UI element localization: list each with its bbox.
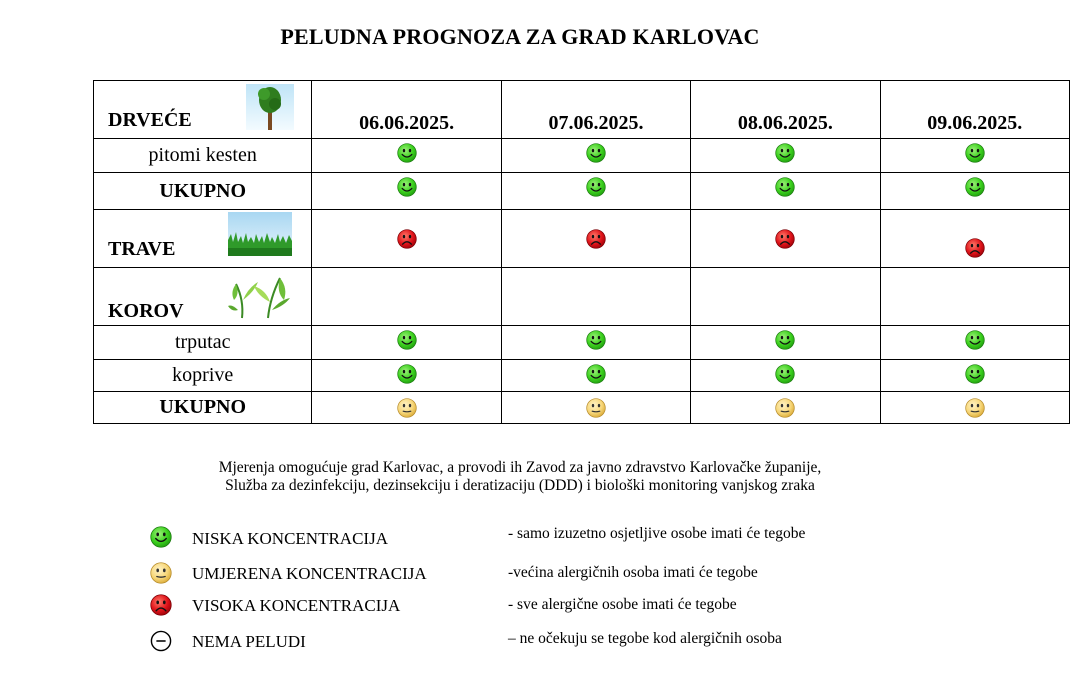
legend-label: VISOKA KONCENTRACIJA [192,596,401,615]
yellow-neutral-face-icon [965,398,985,418]
empty-cell [691,268,880,326]
yellow-neutral-face-icon [775,398,795,418]
empty-cell [501,268,690,326]
category-grasses [94,210,312,268]
page-title: PELUDNA PROGNOZA ZA GRAD KARLOVAC [280,24,760,49]
level-cell [312,210,501,268]
row-label-nettles: koprive [94,360,312,392]
level-cell [691,360,880,392]
level-cell [312,173,501,210]
green-smiley-icon [775,330,795,350]
category-weeds-label: KOROV [108,300,184,322]
level-cell [691,392,880,424]
empty-cell [312,268,501,326]
table-row [94,360,1070,392]
yellow-neutral-face-icon [150,562,172,584]
grasses-row [94,210,1070,268]
legend-desc: -većina alergičnih osoba imati će tegobe [508,564,758,581]
legend-desc: - sve alergične osobe imati će tegobe [508,596,737,613]
level-cell [501,173,690,210]
green-smiley-icon [397,330,417,350]
level-cell [312,360,501,392]
note-line-2: Služba za dezinfekciju, dezinsekciju i deratizaciju (DDD) i biološki monitoring vanjskog zraka [225,477,815,494]
category-weeds [94,268,312,326]
category-grasses-label: TRAVE [108,238,176,260]
red-frown-face-icon [150,594,172,616]
category-trees [94,81,312,139]
level-cell [501,360,690,392]
minus-circle-icon [150,630,172,652]
date-2: 07.06.2025. [501,81,690,139]
level-cell [880,360,1069,392]
level-cell [501,210,690,268]
green-smiley-icon [965,364,985,384]
trees-header-row [94,81,1070,139]
legend-label: NISKA KONCENTRACIJA [192,529,388,548]
green-smiley-icon [965,330,985,350]
legend-label: UMJERENA KONCENTRACIJA [192,564,427,583]
level-cell [312,392,501,424]
red-frown-face-icon [965,238,985,258]
level-cell [880,173,1069,210]
green-smiley-icon [586,364,606,384]
level-cell [691,326,880,360]
green-smiley-icon [775,364,795,384]
empty-cell [880,268,1069,326]
table-row [94,392,1070,424]
level-cell [880,139,1069,173]
row-label-plantain: trputac [94,326,312,360]
yellow-neutral-face-icon [397,398,417,418]
green-smiley-icon [775,143,795,163]
legend-label: NEMA PELUDI [192,632,306,651]
green-smiley-icon [397,143,417,163]
date-1: 06.06.2025. [312,81,501,139]
level-cell [501,392,690,424]
green-smiley-icon [965,143,985,163]
level-cell [312,139,501,173]
level-cell [691,210,880,268]
level-cell [501,139,690,173]
green-smiley-icon [586,177,606,197]
green-smiley-icon [586,330,606,350]
green-smiley-icon [965,177,985,197]
level-cell [880,326,1069,360]
green-smiley-icon [397,364,417,384]
weeds-header-row [94,268,1070,326]
table-row [94,139,1070,173]
level-cell [501,326,690,360]
weed-plant-icon [228,270,292,320]
legend-desc: – ne očekuju se tegobe kod alergičnih osoba [508,630,782,647]
green-smiley-icon [150,526,172,548]
level-cell [880,210,1069,268]
yellow-neutral-face-icon [586,398,606,418]
row-label-chestnut: pitomi kesten [94,139,312,173]
note-line-1: Mjerenja omogućuje grad Karlovac, a provodi ih Zavod za javno zdravstvo Karlovačke županije, [218,459,822,476]
table-row [94,173,1070,210]
level-cell [312,326,501,360]
table-row [94,326,1070,360]
legend-desc: - samo izuzetno osjetljive osobe imati će tegobe [508,525,806,542]
date-3: 08.06.2025. [691,81,880,139]
row-label-weeds-total: UKUPNO [94,392,312,424]
green-smiley-icon [586,143,606,163]
green-smiley-icon [775,177,795,197]
level-cell [880,392,1069,424]
pollen-forecast-table [93,80,1070,424]
red-frown-face-icon [775,229,795,249]
red-frown-face-icon [397,229,417,249]
green-smiley-icon [397,177,417,197]
level-cell [691,173,880,210]
level-cell [691,139,880,173]
red-frown-face-icon [586,229,606,249]
measurement-note [0,459,1040,495]
row-label-trees-total: UKUPNO [94,173,312,210]
date-4: 09.06.2025. [880,81,1069,139]
category-trees-label: DRVEĆE [108,109,192,131]
tree-icon [246,84,294,130]
grass-icon [228,212,292,256]
